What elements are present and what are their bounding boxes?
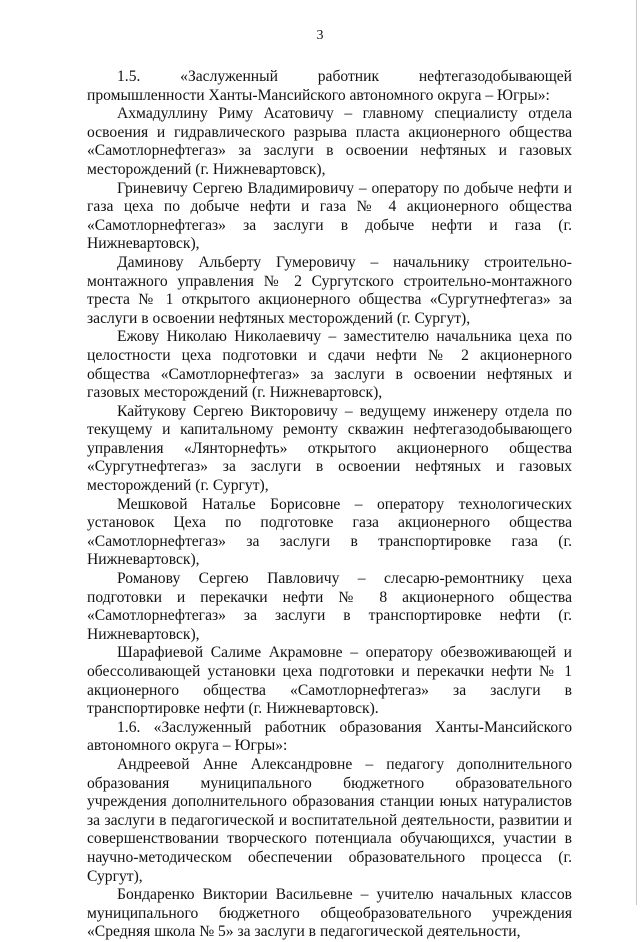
paragraph: Романову Сергею Павловичу – слесарю-ремонтнику цеха подготовки и перекачки нефти № 8 акционерного общества «Самотлорнефтегаз» за заслуги в транспортировке нефти (г. Нижневартовск),	[87, 570, 572, 643]
paragraph: Бондаренко Виктории Васильевне – учителю начальных классов муниципального бюджетного общеобразовательного учреждения «Средняя школа № 5» за заслуги в педагогической деятельности,	[87, 886, 572, 941]
paragraph: Мешковой Наталье Борисовне – оператору технологических установок Цеха по подготовке газа акционерного общества «Самотлорнефтегаз» за заслуги в транспортировке газа (г. Нижневартовск),	[87, 495, 572, 569]
paragraph: Гриневичу Сергею Владимировичу – оператору по добыче нефти и газа цеха по добыче нефти и газа № 4 акционерного общества «Самотлорнефтегаз» за заслуги в добыче нефти и газа (г. Нижневартовск),	[87, 179, 572, 253]
section-heading-1-6: 1.6. «Заслуженный работник образования Ханты-Мансийского автономного округа – Югры»:	[87, 718, 572, 755]
page-edge	[636, 0, 637, 905]
paragraph: Андреевой Анне Александровне – педагогу дополнительного образования муниципального бюджетного образовательного учреждения дополнительного образования станции юных натуралистов за заслуги в педагогической и воспитательной деятельности, развитии и совершенствовании творческого потенциала обучающихся, участии в научно-методическом обеспечении образовательного процесса (г. Сургут),	[87, 755, 572, 885]
page-number: 3	[316, 28, 324, 43]
document-body	[87, 68, 572, 942]
paragraph: Ежову Николаю Николаевичу – заместителю начальника цеха по целостности цеха подготовки и сдачи нефти № 2 акционерного общества «Самотлорнефтегаз» за заслуги в освоении нефтяных и газовых месторождений (г. Нижневартовск),	[87, 328, 572, 402]
paragraph: Ахмадуллину Риму Асатовичу – главному специалисту отдела освоения и гидравлического разрыва пласта акционерного общества «Самотлорнефтегаз» за заслуги в освоении нефтяных и газовых месторождений (г. Нижневартовск),	[87, 105, 572, 178]
paragraph: Шарафиевой Салиме Акрамовне – оператору обезвоживающей и обессоливающей установки цеха подготовки и перекачки нефти № 1 акционерного общества «Самотлорнефтегаз» за заслуги в транспортировке нефти (г. Нижневартовск).	[87, 644, 572, 718]
paragraph: Даминову Альберту Гумеровичу – начальнику строительно-монтажного управления № 2 Сургутского строительно-монтажного треста № 1 открытого акционерного общества «Сургутнефтегаз» за заслуги в освоении нефтяных месторождений (г. Сургут),	[87, 253, 572, 327]
paragraph: Кайтукову Сергею Викторовичу – ведущему инженеру отдела по текущему и капитальному ремонту скважин нефтегазодобывающего управления «Лянторнефть» открытого акционерного общества «Сургутнефтегаз» за заслуги в освоении нефтяных и газовых месторождений (г. Сургут),	[87, 402, 572, 495]
section-heading-1-5: 1.5. «Заслуженный работник нефтегазодобывающей промышленности Ханты-Мансийского автономного округа – Югры»:	[87, 68, 572, 104]
